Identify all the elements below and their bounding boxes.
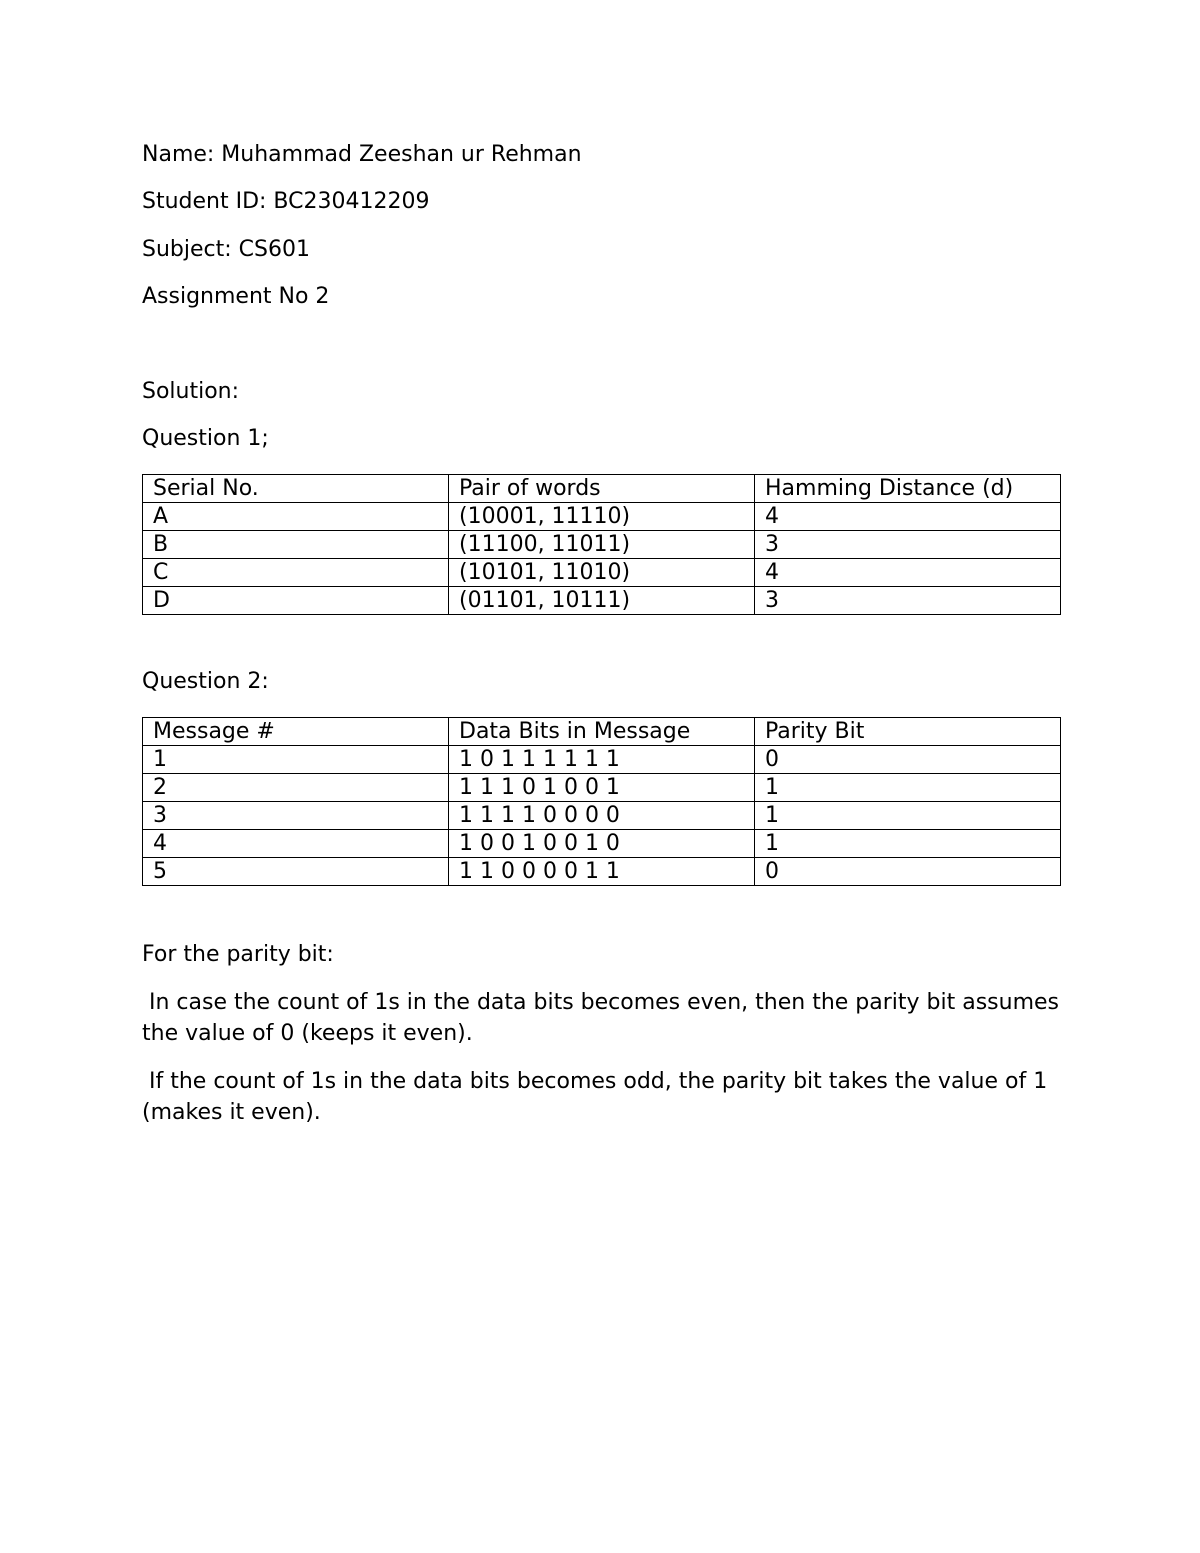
table-row (143, 746, 1061, 774)
data-bits-cell: 1 1 1 0 1 0 0 1 (449, 774, 755, 802)
table-row (143, 559, 1061, 587)
question-1-heading: Question 1; (142, 426, 269, 451)
parity-bit-cell: 0 (755, 858, 1061, 886)
word-pair-cell: (01101, 10111) (449, 587, 755, 615)
data-bits-cell: 1 1 0 0 0 0 1 1 (449, 858, 755, 886)
data-bits-cell: 1 0 1 1 1 1 1 1 (449, 746, 755, 774)
serial-cell: D (143, 587, 449, 615)
distance-cell: 3 (755, 587, 1061, 615)
word-pair-cell: (11100, 11011) (449, 531, 755, 559)
parity-bit-cell: 1 (755, 774, 1061, 802)
data-bits-cell: 1 1 1 1 0 0 0 0 (449, 802, 755, 830)
table-header-row (143, 718, 1061, 746)
solution-heading: Solution: (142, 379, 240, 404)
distance-cell: 4 (755, 559, 1061, 587)
table-row (143, 503, 1061, 531)
parity-bit-cell: 1 (755, 830, 1061, 858)
serial-cell: C (143, 559, 449, 587)
column-header: Pair of words (449, 475, 755, 503)
table-row (143, 858, 1061, 886)
table-row (143, 531, 1061, 559)
serial-cell: B (143, 531, 449, 559)
hamming-distance-table (142, 474, 1061, 615)
word-pair-cell: (10001, 11110) (449, 503, 755, 531)
message-number-cell: 3 (143, 802, 449, 830)
student-name: Name: Muhammad Zeeshan ur Rehman (142, 142, 582, 167)
odd-parity-note: If the count of 1s in the data bits becomes odd, the parity bit takes the value of 1 (makes it even). (142, 1069, 1055, 1125)
parity-bit-cell: 0 (755, 746, 1061, 774)
subject: Subject: CS601 (142, 237, 310, 262)
word-pair-cell: (10101, 11010) (449, 559, 755, 587)
column-header: Data Bits in Message (449, 718, 755, 746)
message-number-cell: 4 (143, 830, 449, 858)
message-number-cell: 5 (143, 858, 449, 886)
message-number-cell: 2 (143, 774, 449, 802)
student-id: Student ID: BC230412209 (142, 189, 430, 214)
column-header: Parity Bit (755, 718, 1061, 746)
table-row (143, 587, 1061, 615)
table-row (143, 802, 1061, 830)
serial-cell: A (143, 503, 449, 531)
question-2-heading: Question 2: (142, 669, 269, 694)
parity-bit-cell: 1 (755, 802, 1061, 830)
assignment-number: Assignment No 2 (142, 284, 330, 309)
column-header: Message # (143, 718, 449, 746)
table-row (143, 774, 1061, 802)
even-parity-note: In case the count of 1s in the data bits becomes even, then the parity bit assumes the value of 0 (keeps it even). (142, 990, 1067, 1046)
distance-cell: 3 (755, 531, 1061, 559)
distance-cell: 4 (755, 503, 1061, 531)
table-header-row (143, 475, 1061, 503)
parity-notes-heading: For the parity bit: (142, 942, 334, 967)
table-row (143, 830, 1061, 858)
message-number-cell: 1 (143, 746, 449, 774)
column-header: Serial No. (143, 475, 449, 503)
data-bits-cell: 1 0 0 1 0 0 1 0 (449, 830, 755, 858)
column-header: Hamming Distance (d) (755, 475, 1061, 503)
parity-bit-table (142, 717, 1061, 886)
